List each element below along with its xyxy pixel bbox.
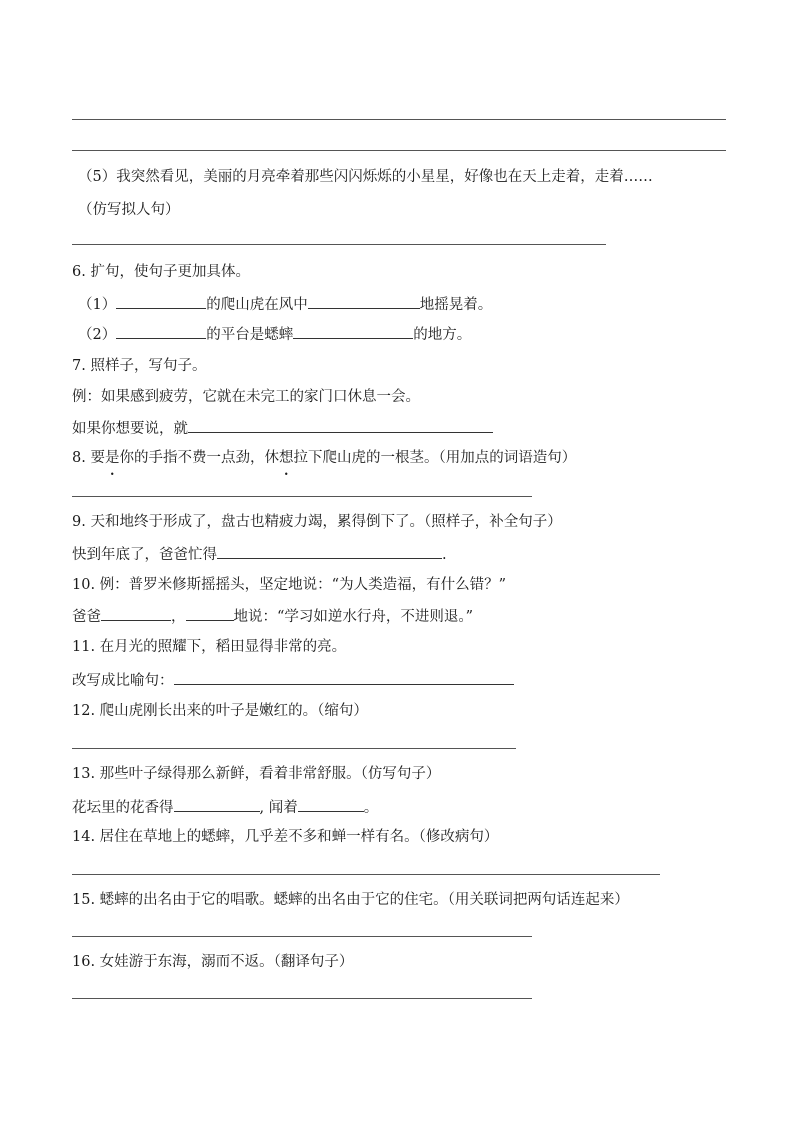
question-9-prompt [72, 544, 447, 565]
question-10-title: 10. 例：普罗米修斯摇摇头，坚定地说：“为人类造福，有什么错？” [72, 577, 506, 593]
answer-line[interactable] [72, 936, 532, 937]
prompt-text: 如果你想要说，就 [72, 421, 188, 437]
question-text: 8. 要 [72, 450, 105, 466]
question-text: 你的手指不费一点劲，休 [119, 450, 279, 466]
answer-line[interactable] [72, 496, 532, 497]
fill-blank[interactable] [298, 797, 364, 812]
answer-line[interactable] [72, 244, 606, 245]
question-15-title: 15. 蟋蟀的出名由于它的唱歌。蟋蟀的出名由于它的住宅。（用关联词把两句话连起来） [72, 892, 629, 908]
answer-line[interactable] [72, 874, 660, 875]
answer-line[interactable] [72, 150, 726, 151]
item-end-text: 地摇晃着。 [419, 297, 493, 313]
item-end-text: 的地方。 [413, 327, 472, 343]
fill-blank[interactable] [188, 418, 493, 433]
question-7-prompt [72, 418, 493, 439]
answer-line[interactable] [72, 998, 532, 999]
fill-blank[interactable] [101, 606, 171, 621]
question-9-title: 9. 天和地终于形成了，盘古也精疲力竭，累得倒下了。（照样子，补全句子） [72, 514, 562, 530]
question-7-example: 例：如果感到疲劳，它就在未完工的家门口休息一会。 [72, 389, 420, 405]
fill-blank[interactable] [174, 797, 260, 812]
item-label: （2） [78, 327, 117, 343]
fill-blank[interactable] [186, 606, 234, 621]
question-text: 拉下爬山虎的一根茎。（用加点的词语造句） [293, 450, 577, 466]
prompt-mid: , 闻着 [259, 800, 298, 816]
question-7-title: 7. 照样子，写句子。 [72, 358, 207, 374]
answer-line[interactable] [72, 119, 726, 120]
item-label: （1） [78, 297, 117, 313]
question-5-line-2: （仿写拟人句） [78, 202, 180, 218]
dotted-word: 是 [104, 450, 120, 466]
question-5-line-1: （5）我突然看见，美丽的月亮牵着那些闪闪烁烁的小星星，好像也在天上走着，走着…… [78, 169, 653, 185]
prompt-text: 改写成比喻句： [72, 673, 174, 689]
question-16-title: 16. 女娃游于东海，溺而不返。（翻译句子） [72, 954, 354, 970]
dotted-word: 想 [278, 450, 294, 466]
question-14-title: 14. 居住在草地上的蟋蟀，几乎差不多和蝉一样有名。（修改病句） [72, 829, 499, 845]
question-11-title: 11. 在月光的照耀下，稻田显得非常的亮。 [72, 639, 347, 655]
question-10-prompt [72, 606, 473, 627]
prompt-text: 快到年底了，爸爸忙得 [72, 547, 217, 563]
fill-blank[interactable] [217, 544, 442, 559]
fill-blank[interactable] [308, 294, 420, 309]
question-11-prompt [72, 670, 514, 691]
prompt-text: 爸爸 [72, 609, 101, 625]
question-13-title: 13. 那些叶子绿得那么新鲜，看着非常舒服。（仿写句子） [72, 766, 441, 782]
question-12-title: 12. 爬山虎刚长出来的叶子是嫩红的。（缩句） [72, 703, 368, 719]
item-mid-text: 的爬山虎在风中 [206, 297, 308, 313]
fill-blank[interactable] [293, 324, 413, 339]
question-6-title: 6. 扩句，使句子更加具体。 [72, 264, 250, 280]
answer-line[interactable] [72, 748, 516, 749]
prompt-end: . [442, 547, 447, 563]
question-13-prompt [72, 797, 378, 818]
fill-blank[interactable] [174, 670, 514, 685]
separator: ， [171, 609, 186, 625]
prompt-mid: 地说：“学习如逆水行舟，不进则退。” [233, 609, 474, 625]
item-mid-text: 的平台是蟋蟀 [206, 327, 294, 343]
fill-blank[interactable] [116, 324, 206, 339]
prompt-end: 。 [363, 800, 379, 816]
question-6-item-1 [78, 294, 492, 315]
question-6-item-2 [78, 324, 471, 345]
prompt-text: 花坛里的花香得 [72, 800, 174, 816]
question-8-title [72, 448, 576, 468]
fill-blank[interactable] [116, 294, 206, 309]
